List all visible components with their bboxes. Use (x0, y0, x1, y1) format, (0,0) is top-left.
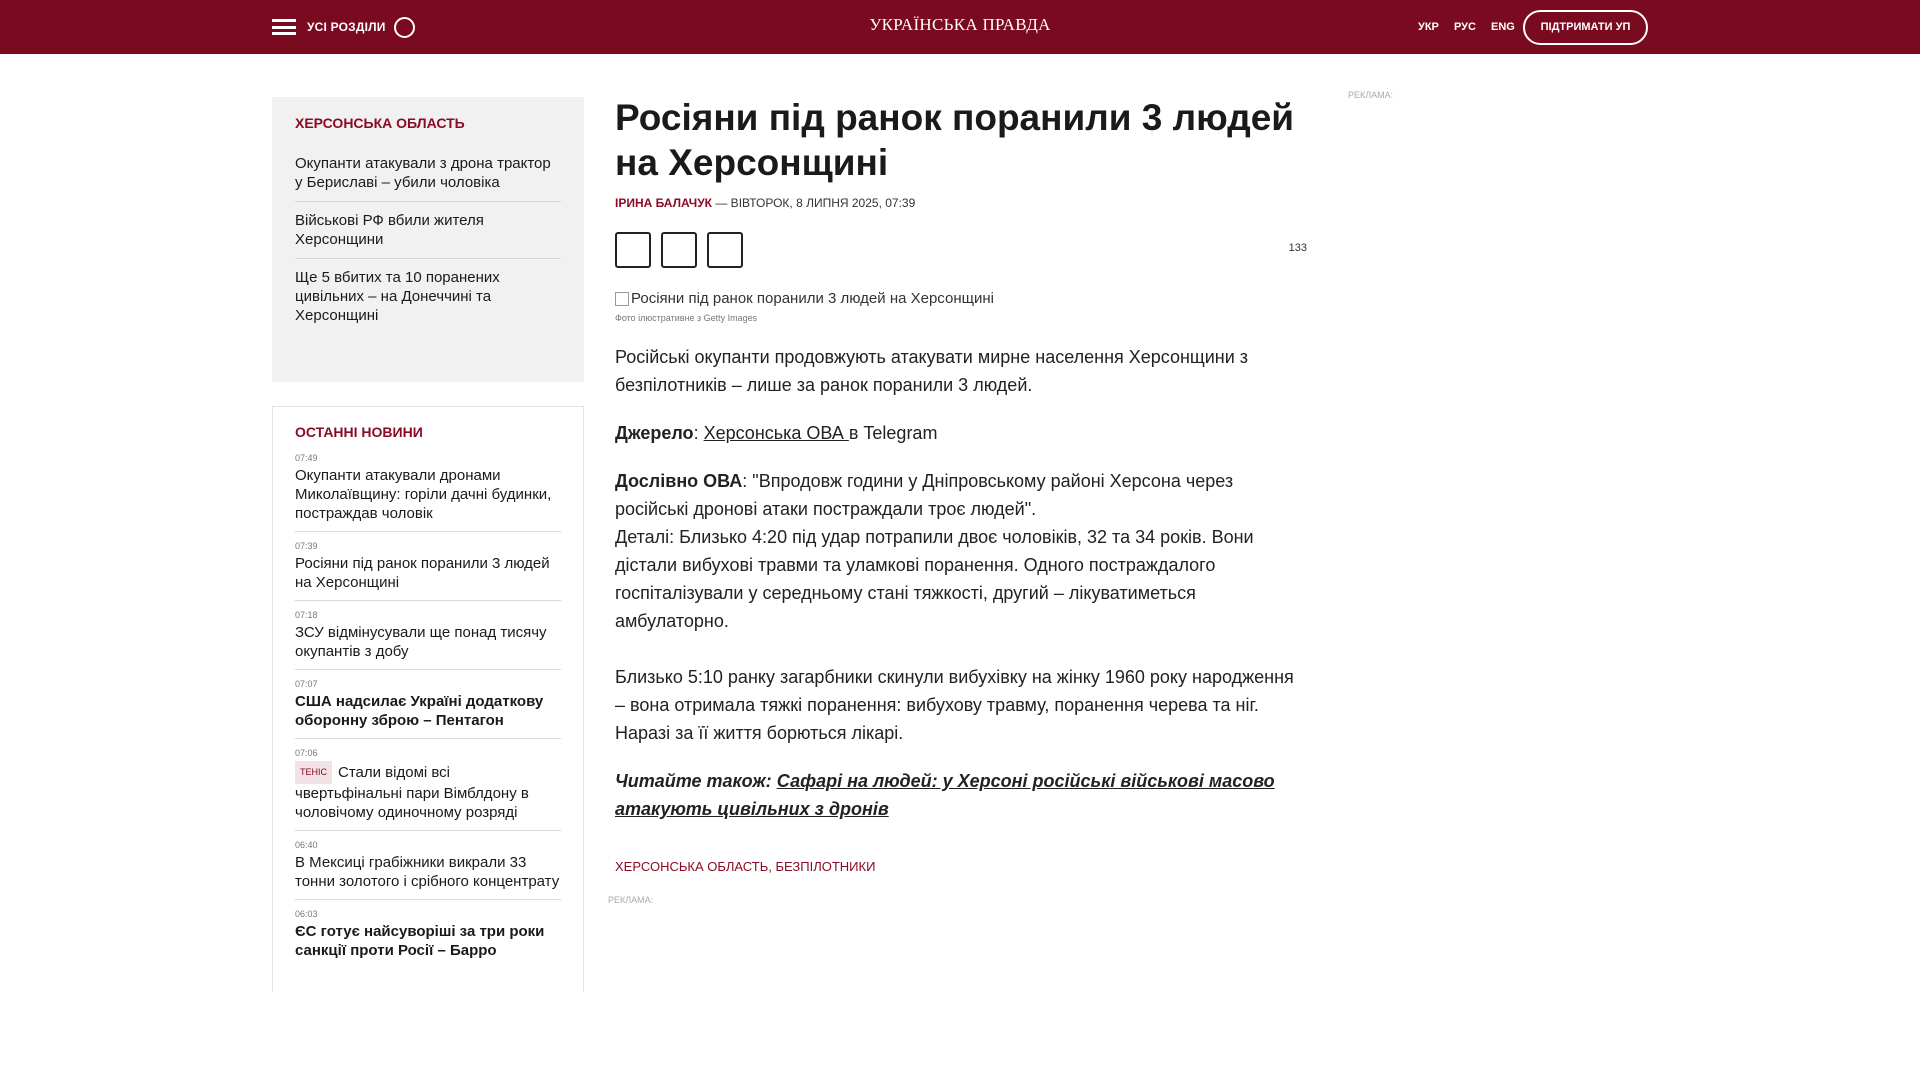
telegram-share-button[interactable] (707, 232, 743, 268)
latest-news-title[interactable]: ОСТАННІ НОВИНИ (295, 424, 423, 440)
tag-link[interactable]: БЕЗПІЛОТНИКИ (775, 859, 876, 874)
quote-text: : "Впродовж години у Дніпровському районі Херсона через російські дронові атаки постраждали троє людей". (615, 471, 1234, 519)
news-item[interactable] (295, 670, 561, 739)
news-time: 07:39 (295, 541, 318, 551)
news-title[interactable]: Росіяни під ранок поранили 3 людей на Херсонщині (295, 555, 550, 591)
comments-count[interactable]: 133 (1288, 242, 1307, 254)
ad-label-right: РЕКЛАМА: (1348, 90, 1394, 100)
lang-ukr[interactable]: УКР (1418, 21, 1439, 33)
region-title[interactable]: ХЕРСОНСЬКА ОБЛАСТЬ (295, 115, 465, 131)
news-time: 06:40 (295, 840, 318, 850)
article-paragraph: Близько 5:10 ранку загарбники скинули вибухівку на жінку 1960 року народження – вона отримала тяжкі поранення: вибухову травму, поранення черева та ніг. Наразі за її життя борються лікарі. (615, 667, 1294, 743)
news-time: 07:07 (295, 679, 318, 689)
news-title-text[interactable]: Стали відомі всі чвертьфінальні пари Вімблдону в чоловічому одиночному розряді (295, 764, 529, 821)
ad-label-bottom: РЕКЛАМА: (608, 895, 654, 905)
source-line (615, 419, 1307, 447)
quote-paragraph (615, 467, 1307, 523)
broken-image-icon (615, 292, 629, 306)
search-icon[interactable] (394, 17, 415, 38)
read-also (615, 767, 1307, 823)
lang-rus[interactable]: РУС (1453, 21, 1476, 33)
tag-link[interactable]: ХЕРСОНСЬКА ОБЛАСТЬ (615, 859, 769, 874)
facebook-icon (625, 242, 641, 258)
news-title[interactable]: ЄС готує найсуворіші за три роки санкції проти Росії – Барро (295, 923, 545, 959)
language-switcher (1418, 21, 1527, 33)
photo-alt-text: Росіяни під ранок поранили 3 людей на Херсонщині (631, 290, 994, 307)
tag-separator: , (768, 859, 776, 874)
share-row (615, 232, 1307, 268)
news-title[interactable]: Окупанти атакували дронами Миколаївщину: горіли дачні будинки, постраждав чоловік (295, 467, 552, 522)
news-item[interactable] (295, 900, 561, 968)
news-time: 07:18 (295, 610, 318, 620)
article-body (615, 343, 1307, 823)
news-title-with-tag[interactable] (295, 761, 561, 822)
byline (615, 196, 1307, 210)
support-button[interactable]: ПІДТРИМАТИ УП (1523, 10, 1648, 45)
region-news-item[interactable]: Військові РФ вбили жителя Херсонщини (295, 202, 561, 259)
read-also-link[interactable]: Сафарі на людей: у Херсоні російські військові масово атакують цивільних з дронів (615, 771, 1275, 819)
all-sections-link[interactable]: УСІ РОЗДІЛИ (307, 20, 386, 34)
site-logo[interactable]: УКРАЇНСЬКА ПРАВДА (869, 15, 1051, 34)
news-item[interactable] (295, 601, 561, 670)
article-photo (615, 290, 1307, 307)
region-news-box (272, 97, 584, 382)
category-tag[interactable]: ТЕНІС (295, 761, 332, 784)
region-news-item[interactable]: Окупанти атакували з дрона трактор у Бериславі – убили чоловіка (295, 145, 561, 202)
region-news-item[interactable]: Ще 5 вбитих та 10 поранених цивільних – на Донеччині та Херсонщині (295, 269, 500, 324)
latest-news-box (272, 406, 584, 992)
news-item[interactable] (295, 739, 561, 831)
quote-label: Дослівно ОВА (615, 471, 743, 491)
article (615, 95, 1307, 874)
twitter-share-button[interactable] (661, 232, 697, 268)
twitter-icon (671, 242, 687, 258)
photo-caption: Фото ілюстративне з Getty Images (615, 313, 758, 323)
source-tail: в Telegram (848, 423, 938, 443)
news-title[interactable]: ЗСУ відмінусували ще понад тисячу окупантів з добу (295, 624, 547, 660)
publish-date: — ВІВТОРОК, 8 ЛИПНЯ 2025, 07:39 (712, 196, 916, 210)
read-also-label: Читайте також: (615, 771, 777, 791)
news-time: 07:49 (295, 453, 318, 463)
news-time: 06:03 (295, 909, 318, 919)
author-link[interactable]: ІРИНА БАЛАЧУК (615, 196, 713, 210)
news-title[interactable]: В Мексиці грабіжники викрали 33 тонни золотого і срібного концентрату (295, 854, 560, 890)
menu-icon[interactable] (272, 19, 296, 35)
telegram-icon (717, 242, 733, 258)
site-header (0, 0, 1920, 54)
source-label: Джерело (615, 423, 694, 443)
news-time: 07:06 (295, 748, 318, 758)
source-sep: : (693, 423, 704, 443)
article-tags (615, 859, 1307, 874)
lang-eng[interactable]: ENG (1491, 21, 1515, 33)
news-item[interactable] (295, 831, 561, 900)
details-paragraph: Деталі: Близько 4:20 під удар потрапили двоє чоловіків, 32 та 34 років. Вони дістали вибухові травми та уламкові поранення. Одного постраждалого госпіталізували у середньому стані тяжкості, другий – лікуватиметься амбулаторно. (615, 527, 1254, 631)
article-lead: Російські окупанти продовжують атакувати мирне населення Херсонщини з безпілотників – лише за ранок поранили 3 людей. (615, 347, 1249, 395)
article-title: Росіяни під ранок поранили 3 людей на Херсонщині (615, 97, 1295, 183)
news-title[interactable]: США надсилає Україні додаткову оборонну зброю – Пентагон (295, 693, 544, 729)
news-item[interactable] (295, 532, 561, 601)
facebook-share-button[interactable] (615, 232, 651, 268)
news-item[interactable] (295, 444, 561, 532)
source-link[interactable]: Херсонська ОВА (703, 423, 849, 443)
